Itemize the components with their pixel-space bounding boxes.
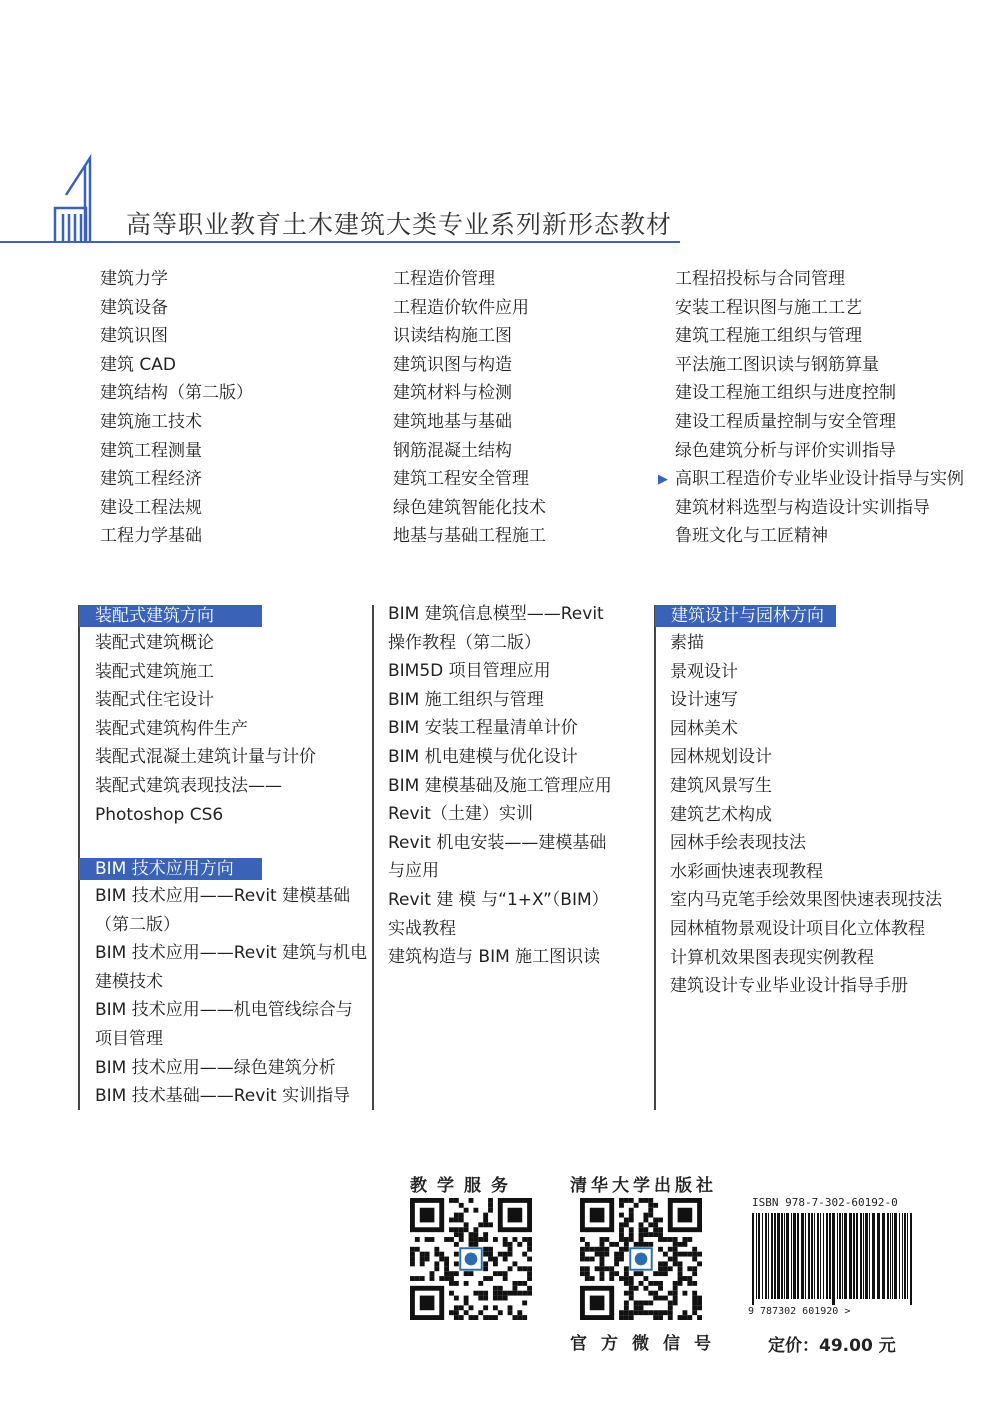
book-title-item bbox=[388, 629, 612, 658]
book-title-text: 建筑材料与检测 bbox=[393, 383, 512, 404]
book-title-item bbox=[100, 494, 253, 523]
book-title-text: BIM 技术应用——绿色建筑分析 bbox=[95, 1057, 336, 1078]
book-title-text: 建筑工程测量 bbox=[100, 440, 202, 461]
book-title-text: 园林美术 bbox=[670, 718, 738, 739]
book-title-text: 鲁班文化与工匠精神 bbox=[675, 526, 828, 547]
book-title-text: 建设工程法规 bbox=[100, 497, 202, 518]
book-title-item bbox=[388, 600, 612, 629]
design-book-list bbox=[670, 629, 942, 1001]
book-title-item bbox=[670, 772, 942, 801]
book-title-text: 素描 bbox=[670, 633, 704, 653]
book-title-item bbox=[388, 943, 612, 972]
section-heading-bim: BIM 技术应用方向 bbox=[79, 858, 262, 880]
book-title-text: BIM 技术应用——Revit 建模基础 bbox=[95, 886, 351, 906]
book-title-text: 操作教程（第二版） bbox=[388, 632, 541, 653]
book-title-item bbox=[393, 379, 546, 408]
book-title-text: Revit（土建）实训 bbox=[388, 804, 533, 825]
book-list-column-a bbox=[100, 265, 253, 551]
book-title-text: BIM 施工组织与管理 bbox=[388, 689, 544, 710]
bim-more-book-list bbox=[388, 600, 612, 972]
book-title-text: 绿色建筑智能化技术 bbox=[393, 497, 546, 518]
book-title-text: Revit 建 模 与“1+X”（BIM） bbox=[388, 889, 609, 910]
book-title-item bbox=[388, 829, 612, 858]
book-title-item bbox=[393, 437, 546, 466]
book-title-item bbox=[675, 522, 964, 551]
series-title: 高等职业教育土木建筑大类专业系列新形态教材 bbox=[126, 210, 673, 239]
book-title-item bbox=[95, 715, 316, 744]
book-title-item bbox=[675, 294, 964, 323]
book-title-text: 景观设计 bbox=[670, 661, 738, 682]
title-divider bbox=[0, 241, 680, 243]
book-title-item bbox=[388, 743, 612, 772]
book-title-item bbox=[388, 800, 612, 829]
price-label: 定价：49.00 元 bbox=[768, 1336, 896, 1356]
book-title-item bbox=[95, 686, 316, 715]
book-title-item bbox=[100, 351, 253, 380]
book-title-item bbox=[95, 743, 316, 772]
book-title-text: 工程造价软件应用 bbox=[393, 297, 529, 318]
book-title-item bbox=[670, 743, 942, 772]
book-title-text: BIM 技术应用——机电管线综合与 bbox=[95, 1000, 353, 1021]
book-title-text: 建筑地基与基础 bbox=[393, 411, 512, 432]
book-title-item bbox=[388, 886, 612, 915]
book-title-item bbox=[670, 886, 942, 915]
book-title-text: 装配式混凝土建筑计量与计价 bbox=[95, 747, 316, 768]
book-title-item bbox=[393, 465, 546, 494]
book-title-item bbox=[675, 494, 964, 523]
book-title-item bbox=[100, 265, 253, 294]
prefab-book-list bbox=[95, 629, 316, 829]
book-title-text: BIM5D 项目管理应用 bbox=[388, 661, 551, 682]
current-book-marker-icon: ▶ bbox=[658, 472, 668, 488]
book-title-item bbox=[100, 437, 253, 466]
column-divider-right bbox=[654, 605, 656, 1110]
book-title-text: 装配式住宅设计 bbox=[95, 690, 214, 711]
book-list-column-b bbox=[393, 265, 546, 551]
book-title-item bbox=[95, 658, 316, 687]
book-title-item bbox=[100, 465, 253, 494]
book-title-item bbox=[100, 379, 253, 408]
book-title-text: 建筑结构（第二版） bbox=[100, 383, 253, 404]
book-title-text: 室内马克笔手绘效果图快速表现技法 bbox=[670, 890, 942, 911]
book-title-item bbox=[388, 714, 612, 743]
section-heading-design: 建筑设计与园林方向 bbox=[655, 605, 836, 627]
book-title-text: 建筑施工技术 bbox=[100, 411, 202, 432]
book-title-item bbox=[388, 772, 612, 801]
teaching-service-label: 教学服务 bbox=[410, 1176, 518, 1196]
book-title-item bbox=[675, 379, 964, 408]
book-title-text: BIM 技术应用——Revit 建筑与机电 bbox=[95, 943, 368, 964]
book-title-text: 园林规划设计 bbox=[670, 747, 772, 768]
book-title-text: BIM 技术基础——Revit 实训指导 bbox=[95, 1086, 351, 1107]
isbn-text: ISBN 978-7-302-60192-0 bbox=[752, 1196, 898, 1209]
book-title-text: 绿色建筑分析与评价实训指导 bbox=[675, 440, 896, 461]
book-title-item bbox=[393, 408, 546, 437]
book-title-item bbox=[393, 265, 546, 294]
book-title-item bbox=[100, 522, 253, 551]
book-title-item bbox=[100, 294, 253, 323]
book-title-item bbox=[670, 829, 942, 858]
book-title-item bbox=[670, 944, 942, 973]
column-divider-middle bbox=[372, 605, 374, 1110]
book-title-text: 安装工程识图与施工工艺 bbox=[675, 297, 862, 318]
book-title-item bbox=[675, 322, 964, 351]
book-title-text: 工程造价管理 bbox=[393, 269, 495, 289]
book-title-item bbox=[95, 772, 316, 801]
book-title-item bbox=[95, 1082, 367, 1111]
book-title-item bbox=[100, 322, 253, 351]
book-title-text: 地基与基础工程施工 bbox=[393, 526, 546, 547]
book-title-item bbox=[670, 972, 942, 1001]
book-title-text: 装配式建筑构件生产 bbox=[95, 718, 248, 739]
book-title-text: BIM 建筑信息模型——Revit bbox=[388, 604, 604, 624]
teaching-service-qr-code[interactable] bbox=[410, 1198, 532, 1320]
book-title-text: Photoshop CS6 bbox=[95, 804, 224, 825]
isbn-barcode bbox=[752, 1213, 914, 1305]
book-title-item bbox=[670, 801, 942, 830]
book-title-item bbox=[675, 437, 964, 466]
book-title-item bbox=[670, 858, 942, 887]
section-heading-prefab: 装配式建筑方向 bbox=[79, 605, 262, 627]
book-title-item bbox=[658, 465, 964, 494]
book-title-item bbox=[675, 408, 964, 437]
book-title-text: 建筑 CAD bbox=[100, 354, 176, 375]
book-title-text: 园林植物景观设计项目化立体教程 bbox=[670, 918, 925, 939]
book-title-item bbox=[388, 857, 612, 886]
book-title-item bbox=[393, 522, 546, 551]
book-title-item bbox=[388, 657, 612, 686]
book-title-item bbox=[393, 351, 546, 380]
book-title-item bbox=[388, 915, 612, 944]
book-title-text: 计算机效果图表现实例教程 bbox=[670, 947, 874, 968]
book-title-text: 工程力学基础 bbox=[100, 526, 202, 547]
book-title-item bbox=[670, 658, 942, 687]
book-title-item bbox=[670, 686, 942, 715]
book-title-item bbox=[95, 1025, 367, 1054]
book-title-text: 建筑材料选型与构造设计实训指导 bbox=[675, 497, 930, 518]
barcode-number: 9 787302 601920 > bbox=[748, 1306, 851, 1317]
book-title-text: 装配式建筑表现技法—— bbox=[95, 775, 282, 796]
book-title-item bbox=[393, 294, 546, 323]
book-title-item bbox=[95, 882, 367, 911]
official-wechat-label: 官方微信号 bbox=[570, 1334, 725, 1354]
book-title-text: 设计速写 bbox=[670, 690, 738, 711]
book-title-item bbox=[670, 629, 942, 658]
book-title-text: 建筑艺术构成 bbox=[670, 804, 772, 825]
book-title-text: 建筑设计专业毕业设计指导手册 bbox=[670, 976, 908, 997]
book-title-text: 工程招投标与合同管理 bbox=[675, 269, 845, 289]
book-title-text: 建设工程质量控制与安全管理 bbox=[675, 411, 896, 432]
book-title-item bbox=[393, 322, 546, 351]
building-logo-icon bbox=[0, 150, 105, 245]
book-title-text: Revit 机电安装——建模基础 bbox=[388, 832, 607, 853]
book-title-item bbox=[675, 351, 964, 380]
book-title-text: 建筑构造与 BIM 施工图识读 bbox=[388, 947, 601, 968]
book-title-item bbox=[95, 1054, 367, 1083]
book-title-text: 项目管理 bbox=[95, 1028, 163, 1049]
book-list-column-c bbox=[658, 265, 964, 551]
book-title-text: （第二版） bbox=[95, 914, 180, 935]
book-title-text: 建筑工程施工组织与管理 bbox=[675, 326, 862, 347]
book-title-item bbox=[95, 968, 367, 997]
book-title-item bbox=[670, 715, 942, 744]
book-title-text: 装配式建筑概论 bbox=[95, 633, 214, 653]
book-title-text: BIM 安装工程量清单计价 bbox=[388, 718, 578, 739]
book-title-item bbox=[95, 629, 316, 658]
book-title-item bbox=[95, 911, 367, 940]
book-title-text: 识读结构施工图 bbox=[393, 326, 512, 347]
publisher-label: 清华大学出版社 bbox=[570, 1176, 717, 1196]
book-title-text: 水彩画快速表现教程 bbox=[670, 861, 823, 882]
book-title-text: 建筑识图 bbox=[100, 326, 168, 347]
book-title-text: 园林手绘表现技法 bbox=[670, 833, 806, 854]
book-title-item bbox=[670, 915, 942, 944]
book-title-text: BIM 机电建模与优化设计 bbox=[388, 746, 578, 767]
book-title-text: 钢筋混凝土结构 bbox=[393, 440, 512, 461]
book-title-text: BIM 建模基础及施工管理应用 bbox=[388, 775, 612, 796]
book-title-item bbox=[393, 494, 546, 523]
book-title-item bbox=[95, 801, 316, 830]
book-title-text: 建筑力学 bbox=[100, 269, 168, 289]
book-title-text: 建设工程施工组织与进度控制 bbox=[675, 383, 896, 404]
book-title-text: 建筑风景写生 bbox=[670, 775, 772, 796]
book-title-item bbox=[95, 939, 367, 968]
book-title-item bbox=[95, 996, 367, 1025]
book-title-item bbox=[675, 265, 964, 294]
book-title-text: 建筑设备 bbox=[100, 297, 168, 318]
book-title-text: 建模技术 bbox=[95, 971, 163, 992]
book-title-text: 与应用 bbox=[388, 861, 439, 882]
publisher-wechat-qr-code[interactable] bbox=[580, 1198, 702, 1320]
book-title-item bbox=[388, 686, 612, 715]
book-title-text: 高职工程造价专业毕业设计指导与实例 bbox=[675, 469, 964, 490]
book-title-text: 实战教程 bbox=[388, 918, 456, 939]
bim-book-list bbox=[95, 882, 367, 1111]
book-title-text: 建筑工程安全管理 bbox=[393, 469, 529, 490]
book-title-text: 建筑工程经济 bbox=[100, 469, 202, 490]
book-title-text: 建筑识图与构造 bbox=[393, 354, 512, 375]
book-title-text: 装配式建筑施工 bbox=[95, 661, 214, 682]
book-title-item bbox=[100, 408, 253, 437]
book-title-text: 平法施工图识读与钢筋算量 bbox=[675, 354, 879, 375]
